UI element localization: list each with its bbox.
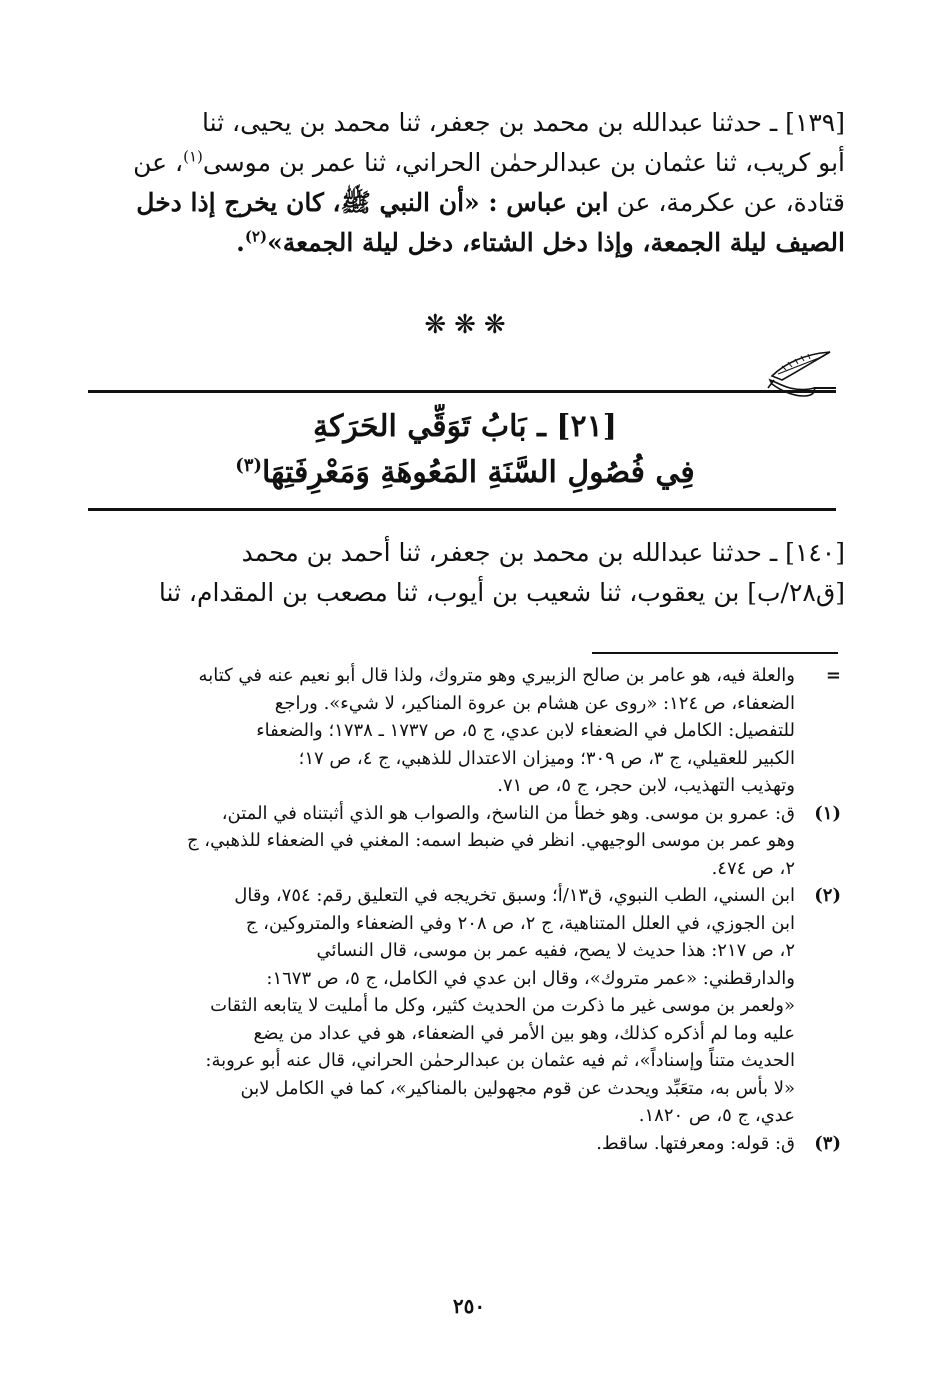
footnote-line: ابن الجوزي، في العلل المتناهية، ج ٢، ص ٢٠٨ وفي الضعفاء والمتروكين، ج <box>245 912 795 934</box>
footnote-line: الضعفاء، ص ١٢٤: «روى عن هشام بن عروة المناكير، لا شيء». وراجع <box>274 692 795 714</box>
footnote-line: عدي، ج ٥، ص ١٨٢٠. <box>638 1105 795 1126</box>
hadith-139-line-2-text: أبو كريب، ثنا عثمان بن عبدالرحمٰن الحراني، ثنا عمر بن موسى <box>202 148 845 177</box>
footnote-line: «لا بأس به، متعَبِّد ويحدث عن قوم مجهولين بالمناكير»، كما في الكامل لابن <box>240 1077 795 1099</box>
footnote-marker: = <box>825 665 841 686</box>
footnote-1 <box>85 800 841 883</box>
hadith-139-line-4 <box>85 223 845 263</box>
hadith-139 <box>85 103 845 263</box>
footnote-line: والعلة فيه، هو عامر بن صالح الزبيري وهو متروك، ولذا قال أبو نعيم عنه في كتابه <box>198 665 795 686</box>
footnote-ref-3: (٣) <box>235 455 262 476</box>
hadith-140 <box>85 533 845 613</box>
footnote-ref-2: (٢) <box>244 227 268 246</box>
footnotes <box>85 662 841 1157</box>
hadith-139-line-3-text: قتادة، عن عكرمة، عن <box>608 188 845 217</box>
footnote-2 <box>85 882 841 1130</box>
footnote-line: الكبير للعقيلي، ج ٣، ص ٣٠٩؛ وميزان الاعتدال للذهبي، ج ٤، ص ١٧؛ <box>298 747 795 769</box>
footnote-line: والدارقطني: «عمر متروك»، وقال ابن عدي في الكامل، ج ٥، ص ١٦٧٣: <box>266 967 795 989</box>
footnote-line: وهو عمر بن موسى الوجيهي. انظر في ضبط اسمه: المغني في الضعفاء للذهبي، ج <box>186 830 795 851</box>
chapter-title-line-1: [٢١] ـ بَابُ تَوَقِّي الحَرَكةِ <box>313 409 617 444</box>
footnote-line: «ولعمر بن موسى غير ما ذكرت من الحديث كثير، وكل ما أمليت لا يتابعه الثقات <box>210 995 795 1016</box>
hadith-139-line-3-bold: ابن عباس : «أن النبي ﷺ، كان يخرج إذا دخل <box>136 188 609 217</box>
footnote-3 <box>85 1130 841 1158</box>
chapter-rule-top <box>88 390 836 393</box>
footnote-marker: (٣) <box>814 1132 841 1154</box>
footnote-line: وتهذيب التهذيب، لابن حجر، ج ٥، ص ٧١. <box>497 775 795 796</box>
hadith-139-line-4-text: الصيف ليلة الجمعة، وإذا دخل الشتاء، دخل ليلة الجمعة» <box>267 228 845 257</box>
footnote-continuation <box>85 662 841 800</box>
footnote-line: للتفصيل: الكامل في الضعفاء لابن عدي، ج ٥، ص ١٧٣٧ ـ ١٧٣٨؛ والضعفاء <box>256 720 795 741</box>
hadith-139-line-2-tail: ، عن <box>133 148 184 177</box>
footnote-marker: (٢) <box>814 885 841 906</box>
page-number: ٢٥٠ <box>452 1294 486 1318</box>
hadith-140-line-1: [١٤٠] ـ حدثنا عبدالله بن محمد بن جعفر، ثنا أحمد بن محمد <box>241 538 845 567</box>
hadith-140-line-2: [ق٢٨/ب] بن يعقوب، ثنا شعيب بن أيوب، ثنا مصعب بن المقدام، ثنا <box>158 578 845 607</box>
hadith-139-line-4-tail: . <box>236 228 245 257</box>
hadith-139-line-3 <box>85 183 845 223</box>
section-separator-stars: ❋❋❋ <box>424 310 514 340</box>
footnote-line: ٢، ص ٤٧٤. <box>711 857 795 879</box>
footnote-separator <box>592 652 838 654</box>
footnote-line: ٢، ص ٢١٧: هذا حديث لا يصح، ففيه عمر بن موسى، قال النسائي <box>316 940 795 961</box>
footnote-line: الحديث متناً وإسناداً»، ثم فيه عثمان بن عبدالرحمٰن الحراني، قال عنه أبو عروبة: <box>205 1050 795 1071</box>
chapter-heading <box>85 404 845 496</box>
hadith-139-line-2 <box>85 143 845 183</box>
chapter-title-line-2-text: فِي فُصُولِ السَّنَةِ المَعُوهَةِ وَمَعْرِفَتِهَا <box>261 455 695 490</box>
hadith-139-line-1: [١٣٩] ـ حدثنا عبدالله بن محمد بن جعفر، ثنا محمد بن يحيى، ثنا <box>201 108 845 137</box>
chapter-title-line-2 <box>85 450 845 496</box>
footnote-line: ق: عمرو بن موسى. وهو خطأ من الناسخ، والصواب هو الذي أثبتناه في المتن، <box>221 802 795 824</box>
footnote-line: ق: قوله: ومعرفتها. ساقط. <box>596 1132 795 1154</box>
footnote-line: عليه وما لم أذكره كذلك، وهو بين الأمر في الضعفاء، هو في عداد من يضع <box>253 1022 795 1044</box>
chapter-rule-bottom <box>88 508 836 511</box>
footnote-ref-1: (١) <box>183 147 203 166</box>
footnote-marker: (١) <box>814 802 841 824</box>
footnote-line: ابن السني، الطب النبوي، ق١٣/أ؛ وسبق تخريجه في التعليق رقم: ٧٥٤، وقال <box>234 885 795 906</box>
